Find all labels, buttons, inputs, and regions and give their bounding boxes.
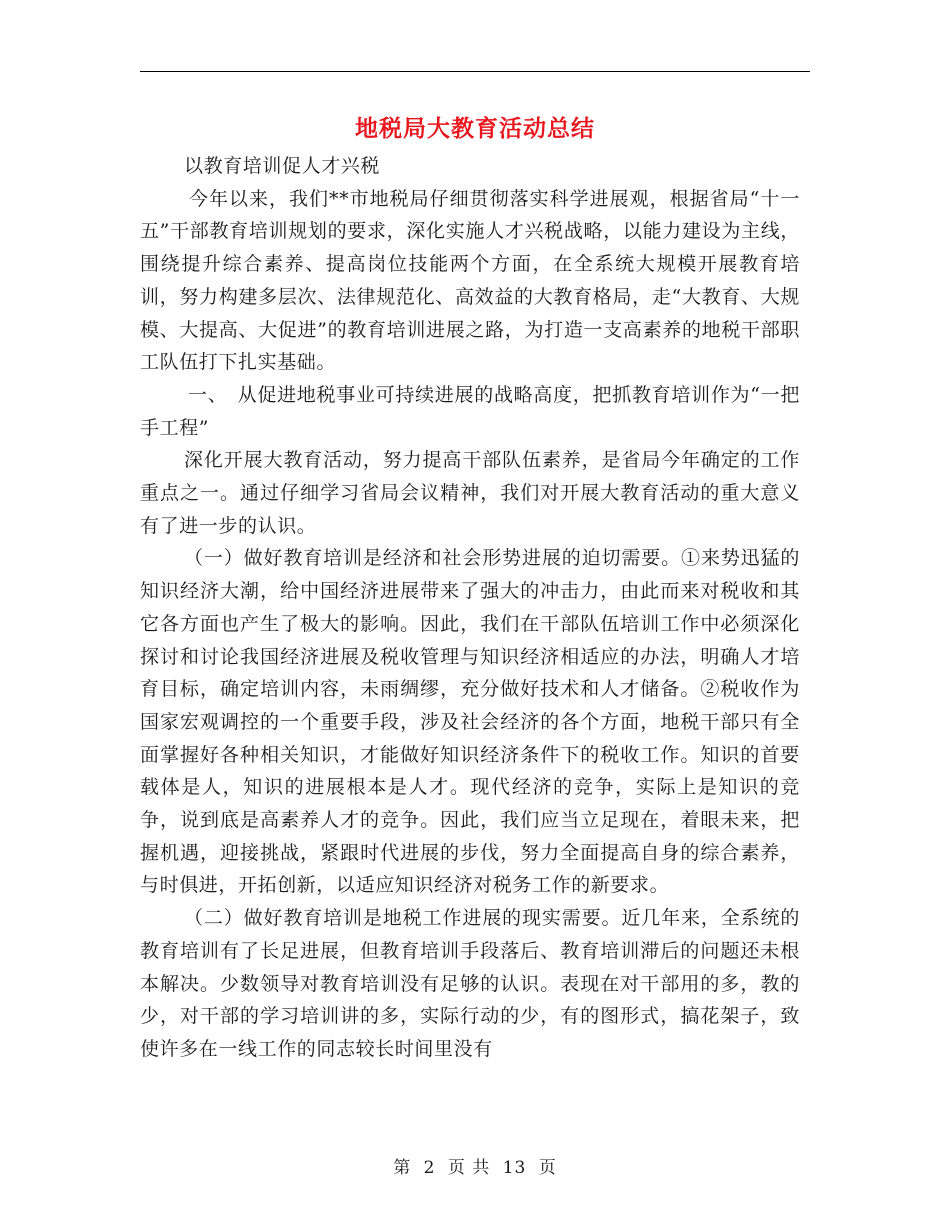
footer-total-pages: 13 <box>502 1158 527 1178</box>
section-heading-1: 一、 从促进地税事业可持续进展的战略高度，把抓教育培训作为“一把手工程” <box>140 383 800 439</box>
paragraph-section-1: 深化开展大教育活动，努力提高干部队伍素养，是省局今年确定的工作重点之一。通过仔细学习省局会议精神，我们对开展大教育活动的重大意义有了进一步的认识。 <box>140 449 800 537</box>
paragraph-subsection-2: （二）做好教育培训是地税工作进展的现实需要。近几年来，全系统的教育培训有了长足进展，但教育培训手段落后、教育培训滞后的问题还未根本解决。少数领导对教育培训没有足够的认识。表现在对干部用的多，教的少，对干部的学习培训讲的多，实际行动的少，有的图形式，搞花架子，致使许多在一线工作的同志较长时间里没有 <box>140 907 800 1060</box>
page-footer <box>0 1153 950 1178</box>
footer-middle: 页 共 <box>447 1158 491 1178</box>
footer-suffix: 页 <box>538 1158 557 1178</box>
footer-current-page: 2 <box>423 1158 436 1178</box>
header-rule <box>140 71 810 72</box>
footer-prefix: 第 <box>393 1158 412 1178</box>
document-subtitle: 以教育培训促人才兴税 <box>184 155 381 177</box>
paragraph-subsection-1: （一）做好教育培训是经济和社会形势进展的迫切需要。①来势迅猛的知识经济大潮，给中国经济进展带来了强大的冲击力，由此而来对税收和其它各方面也产生了极大的影响。因此，我们在干部队伍培训工作中必须深化探讨和讨论我国经济进展及税收管理与知识经济相适应的办法，明确人才培育目标，确定培训内容，未雨绸缪，充分做好技术和人才储备。②税收作为国家宏观调控的一个重要手段，涉及社会经济的各个方面，地税干部只有全面掌握好各种相关知识，才能做好知识经济条件下的税收工作。知识的首要载体是人，知识的进展根本是人才。现代经济的竞争，实际上是知识的竞争，说到底是高素养人才的竞争。因此，我们应当立足现在，着眼未来，把握机遇，迎接挑战，紧跟时代进展的步伐，努力全面提高自身的综合素养，与时俱进，开拓创新，以适应知识经济对税务工作的新要求。 <box>140 547 800 897</box>
paragraph-intro: 今年以来，我们**市地税局仔细贯彻落实科学进展观，根据省局“十一五”干部教育培训规划的要求，深化实施人才兴税战略，以能力建设为主线，围绕提升综合素养、提高岗位技能两个方面，在全系统大规模开展教育培训，努力构建多层次、法律规范化、高效益的大教育格局，走“大教育、大规模、大提高、大促进”的教育培训进展之路，为打造一支高素养的地税干部职工队伍打下扎实基础。 <box>140 187 800 374</box>
document-body <box>140 150 800 1066</box>
document-title: 地税局大教育活动总结 <box>355 115 595 142</box>
